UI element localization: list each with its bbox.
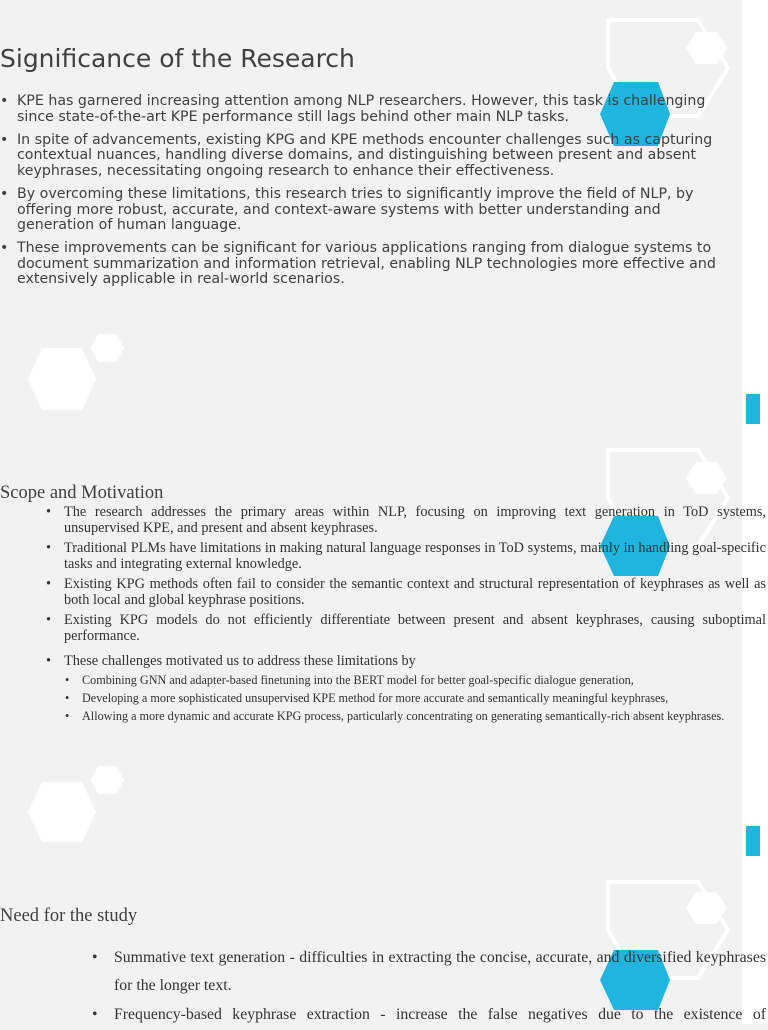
sub-list-item: • Developing a more sophisticated unsupervised KPE method for more accurate and semantically meaningful keyphrases,: [64, 691, 766, 706]
list-item: • By overcoming these limitations, this research tries to significantly improve the field of NLP, by offering more robust, accurate, and context-aware systems with better understanding and generation of human language.: [0, 187, 720, 234]
slide-tab-marker: [746, 394, 760, 424]
bullet-list: [92, 944, 766, 1030]
list-item: • Summative text generation - difficulties in extracting the concise, accurate, and diversified keyphrases for the longer text.: [92, 944, 766, 1000]
hexagon-decoration: [20, 330, 130, 420]
list-item: • Traditional PLMs have limitations in making natural language responses in ToD systems, mainly in handling goal-specific tasks and integrating external knowledge.: [46, 541, 766, 572]
bullet-list: [46, 505, 766, 729]
list-item-text: These challenges motivated us to address these limitations by: [64, 653, 416, 669]
list-item: • Frequency-based keyphrase extraction - increase the false negatives due to the existence of: [92, 1001, 766, 1029]
list-item: [46, 654, 766, 724]
list-item: • The research addresses the primary areas within NLP, focusing on improving text generation in ToD systems, unsupervised KPE, and present and absent keyphrases.: [46, 505, 766, 536]
sub-list-item: • Combining GNN and adapter-based finetuning into the BERT model for better goal-specific dialogue generation,: [64, 673, 766, 688]
sub-bullet-list: [64, 673, 766, 724]
slide-title: Significance of the Research: [0, 44, 355, 73]
hexagon-decoration: [20, 764, 130, 848]
slide-significance: [0, 0, 742, 424]
list-item: • Existing KPG methods often fail to consider the semantic context and structural representation of keyphrases as well as both local and global keyphrase positions.: [46, 577, 766, 608]
list-item: • Existing KPG models do not efficiently differentiate between present and absent keyphrases, causing suboptimal performance.: [46, 613, 766, 644]
bullet-list: [0, 94, 720, 296]
slide-title: Scope and Motivation: [0, 483, 164, 503]
slide-title: Need for the study: [0, 906, 138, 926]
list-item: • KPE has garnered increasing attention among NLP researchers. However, this task is challenging since state-of-the-art KPE performance still lags behind other main NLP tasks.: [0, 94, 720, 125]
sub-list-item: • Allowing a more dynamic and accurate KPG process, particularly concentrating on generating semantically-rich absent keyphrases.: [64, 709, 766, 724]
list-item: • In spite of advancements, existing KPG and KPE methods encounter challenges such as capturing contextual nuances, handling diverse domains, and distinguishing between present and absent keyphrases, necessitating ongoing research to enhance their effectiveness.: [0, 133, 720, 180]
list-item: • These improvements can be significant for various applications ranging from dialogue systems to document summarization and information retrieval, enabling NLP technologies more effective and extensively applicable in real-world scenarios.: [0, 241, 720, 288]
slide-tab-marker: [746, 826, 760, 856]
